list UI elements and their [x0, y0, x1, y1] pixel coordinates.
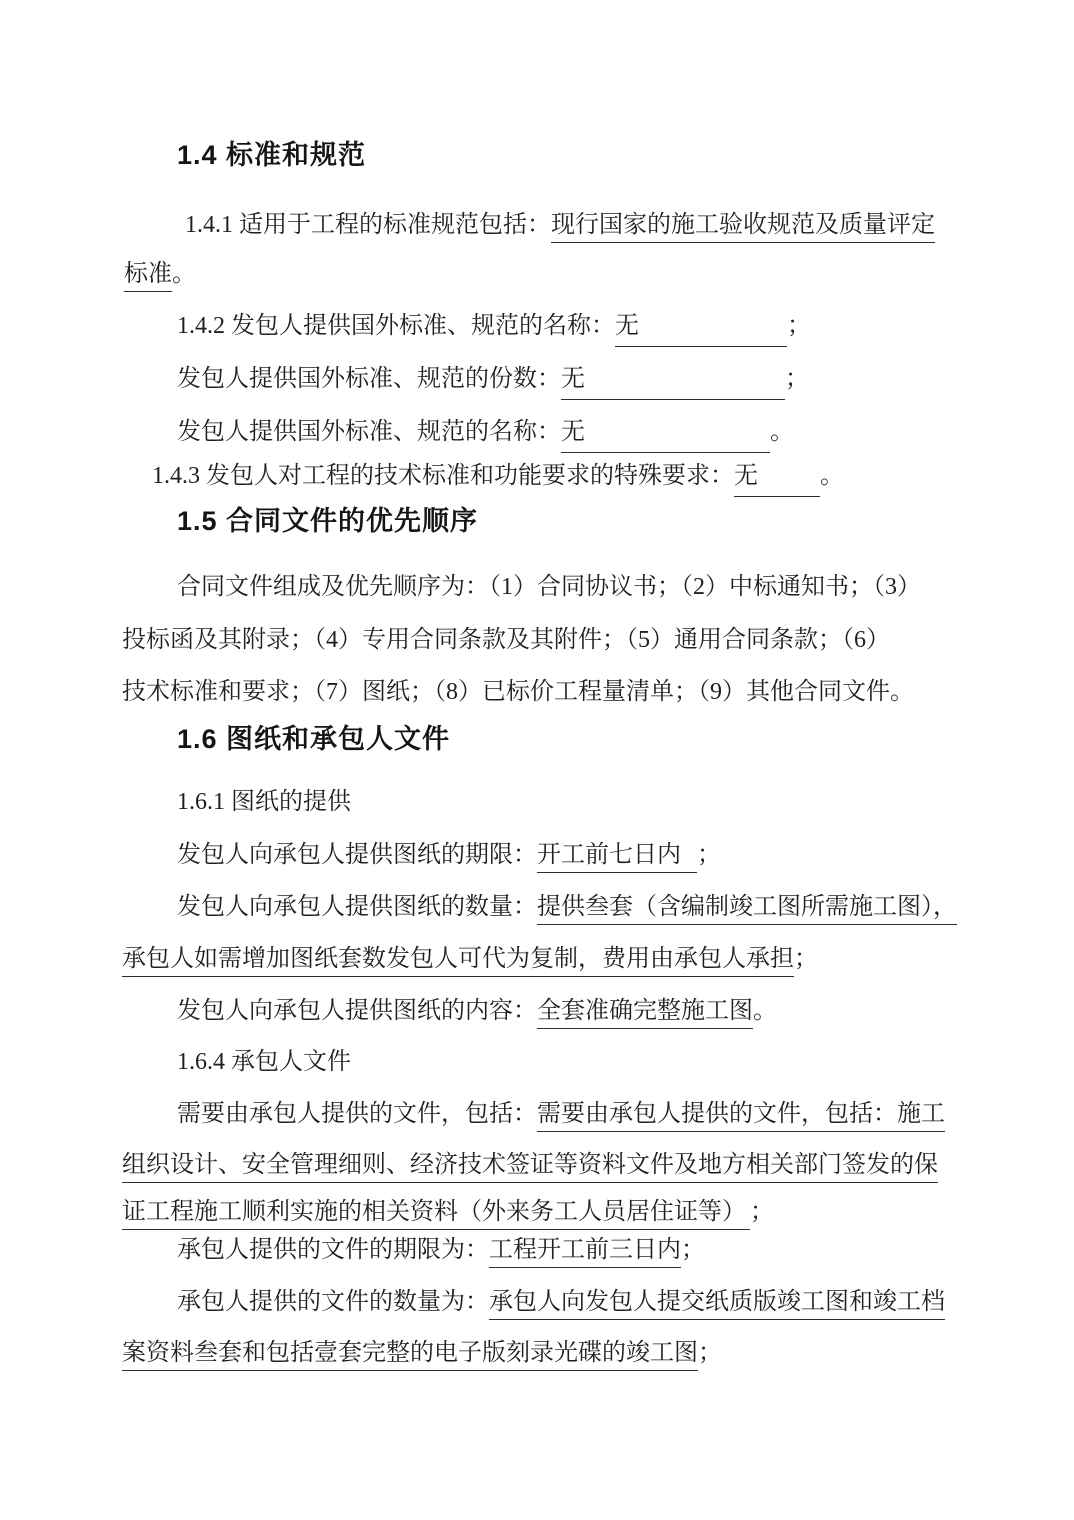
clause-drawing-deadline-value: 开工前七日内	[537, 842, 697, 873]
clause-drawing-quantity-punct: ；	[794, 946, 818, 972]
clause-drawing-quantity-label: 发包人向承包人提供图纸的数量：	[177, 894, 537, 920]
clause-contractor-documents-punct: ；	[750, 1199, 774, 1225]
clause-documents-deadline-label: 承包人提供的文件的期限为：	[177, 1237, 489, 1263]
clause-contractor-documents-label: 需要由承包人提供的文件，包括：	[177, 1101, 537, 1127]
clause-1-4-2-names-label: 1.4.2 发包人提供国外标准、规范的名称：	[177, 313, 615, 339]
clause-documents-quantity-line1	[177, 1286, 945, 1318]
sub-1-6-1-title: 1.6.1 图纸的提供	[177, 789, 351, 815]
clause-1-4-1-filled-value-cont: 标准	[124, 261, 172, 292]
priority-paragraph-line2: 投标函及其附录；（4）专用合同条款及其附件；（5）通用合同条款；（6）	[122, 627, 890, 653]
clause-contractor-documents-value2: 组织设计、安全管理细则、经济技术签证等资料文件及地方相关部门签发的保	[122, 1152, 938, 1183]
clause-1-4-1-period: 。	[172, 261, 196, 287]
clause-1-4-2-names-value: 无	[615, 313, 639, 339]
clause-1-4-2-names2-blank-field	[561, 416, 770, 453]
clause-contractor-documents-value1: 需要由承包人提供的文件，包括：施工	[537, 1101, 945, 1132]
clause-1-4-2-names2-value: 无	[561, 419, 585, 445]
clause-1-4-1-line1	[185, 209, 935, 241]
clause-drawing-content-value: 全套准确完整施工图	[537, 998, 753, 1029]
clause-1-4-1-line2	[124, 258, 196, 290]
clause-drawing-quantity-line2	[122, 943, 818, 975]
clause-documents-quantity-value2: 案资料叁套和包括壹套完整的电子版刻录光碟的竣工图	[122, 1340, 698, 1371]
clause-1-4-2-copies-blank-field	[561, 363, 785, 400]
section-1-6-heading: 1.6 图纸和承包人文件	[177, 724, 451, 754]
clause-1-4-2-names2	[177, 416, 794, 453]
clause-drawing-quantity-line1	[177, 891, 957, 923]
clause-drawing-deadline-punct: ；	[697, 842, 721, 868]
clause-drawing-content-label: 发包人向承包人提供图纸的内容：	[177, 998, 537, 1024]
clause-documents-quantity-line2	[122, 1337, 722, 1369]
clause-1-4-2-names2-punct: 。	[770, 419, 794, 445]
clause-documents-quantity-punct: ；	[698, 1340, 722, 1366]
clause-documents-deadline	[177, 1234, 705, 1266]
sub-1-6-4-title: 1.6.4 承包人文件	[177, 1049, 351, 1075]
clause-1-4-2-copies	[177, 363, 809, 400]
clause-1-4-2-copies-label: 发包人提供国外标准、规范的份数：	[177, 366, 561, 392]
clause-contractor-documents-value3: 证工程施工顺利实施的相关资料（外来务工人员居住证等）	[122, 1199, 750, 1230]
clause-1-4-2-copies-punct: ；	[785, 366, 809, 392]
clause-1-4-1-label: 1.4.1 适用于工程的标准规范包括：	[185, 212, 551, 238]
clause-drawing-content-punct: 。	[753, 998, 777, 1024]
clause-documents-deadline-punct: ；	[681, 1237, 705, 1263]
clause-1-4-2-names	[177, 310, 811, 347]
clause-drawing-content	[177, 995, 777, 1027]
clause-1-4-3	[152, 460, 844, 497]
clause-drawing-quantity-value1: 提供叁套（含编制竣工图所需施工图），	[537, 894, 957, 925]
clause-contractor-documents-line3	[122, 1196, 774, 1228]
clause-1-4-1-filled-value: 现行国家的施工验收规范及质量评定	[551, 212, 935, 243]
clause-contractor-documents-line2	[122, 1149, 938, 1181]
clause-1-4-3-blank-field	[734, 460, 820, 497]
section-1-4-heading: 1.4 标准和规范	[177, 140, 367, 170]
priority-paragraph-line1: 合同文件组成及优先顺序为：（1）合同协议书；（2）中标通知书；（3）	[177, 574, 921, 600]
clause-1-4-3-value: 无	[734, 463, 758, 489]
clause-documents-quantity-label: 承包人提供的文件的数量为：	[177, 1289, 489, 1315]
clause-drawing-deadline	[177, 839, 721, 871]
clause-1-4-2-names-blank-field	[615, 310, 787, 347]
clause-1-4-2-copies-value: 无	[561, 366, 585, 392]
clause-documents-deadline-value: 工程开工前三日内	[489, 1237, 681, 1268]
clause-drawing-deadline-label: 发包人向承包人提供图纸的期限：	[177, 842, 537, 868]
section-1-5-heading: 1.5 合同文件的优先顺序	[177, 506, 479, 536]
clause-1-4-2-names2-label: 发包人提供国外标准、规范的名称：	[177, 419, 561, 445]
priority-paragraph-line3: 技术标准和要求；（7）图纸；（8）已标价工程量清单；（9）其他合同文件。	[122, 679, 914, 705]
clause-contractor-documents-line1	[177, 1098, 945, 1130]
clause-drawing-quantity-value2: 承包人如需增加图纸套数发包人可代为复制，费用由承包人承担	[122, 946, 794, 977]
clause-documents-quantity-value1: 承包人向发包人提交纸质版竣工图和竣工档	[489, 1289, 945, 1320]
clause-1-4-3-punct: 。	[820, 463, 844, 489]
clause-1-4-2-names-punct: ；	[787, 313, 811, 339]
clause-1-4-3-label: 1.4.3 发包人对工程的技术标准和功能要求的特殊要求：	[152, 463, 734, 489]
